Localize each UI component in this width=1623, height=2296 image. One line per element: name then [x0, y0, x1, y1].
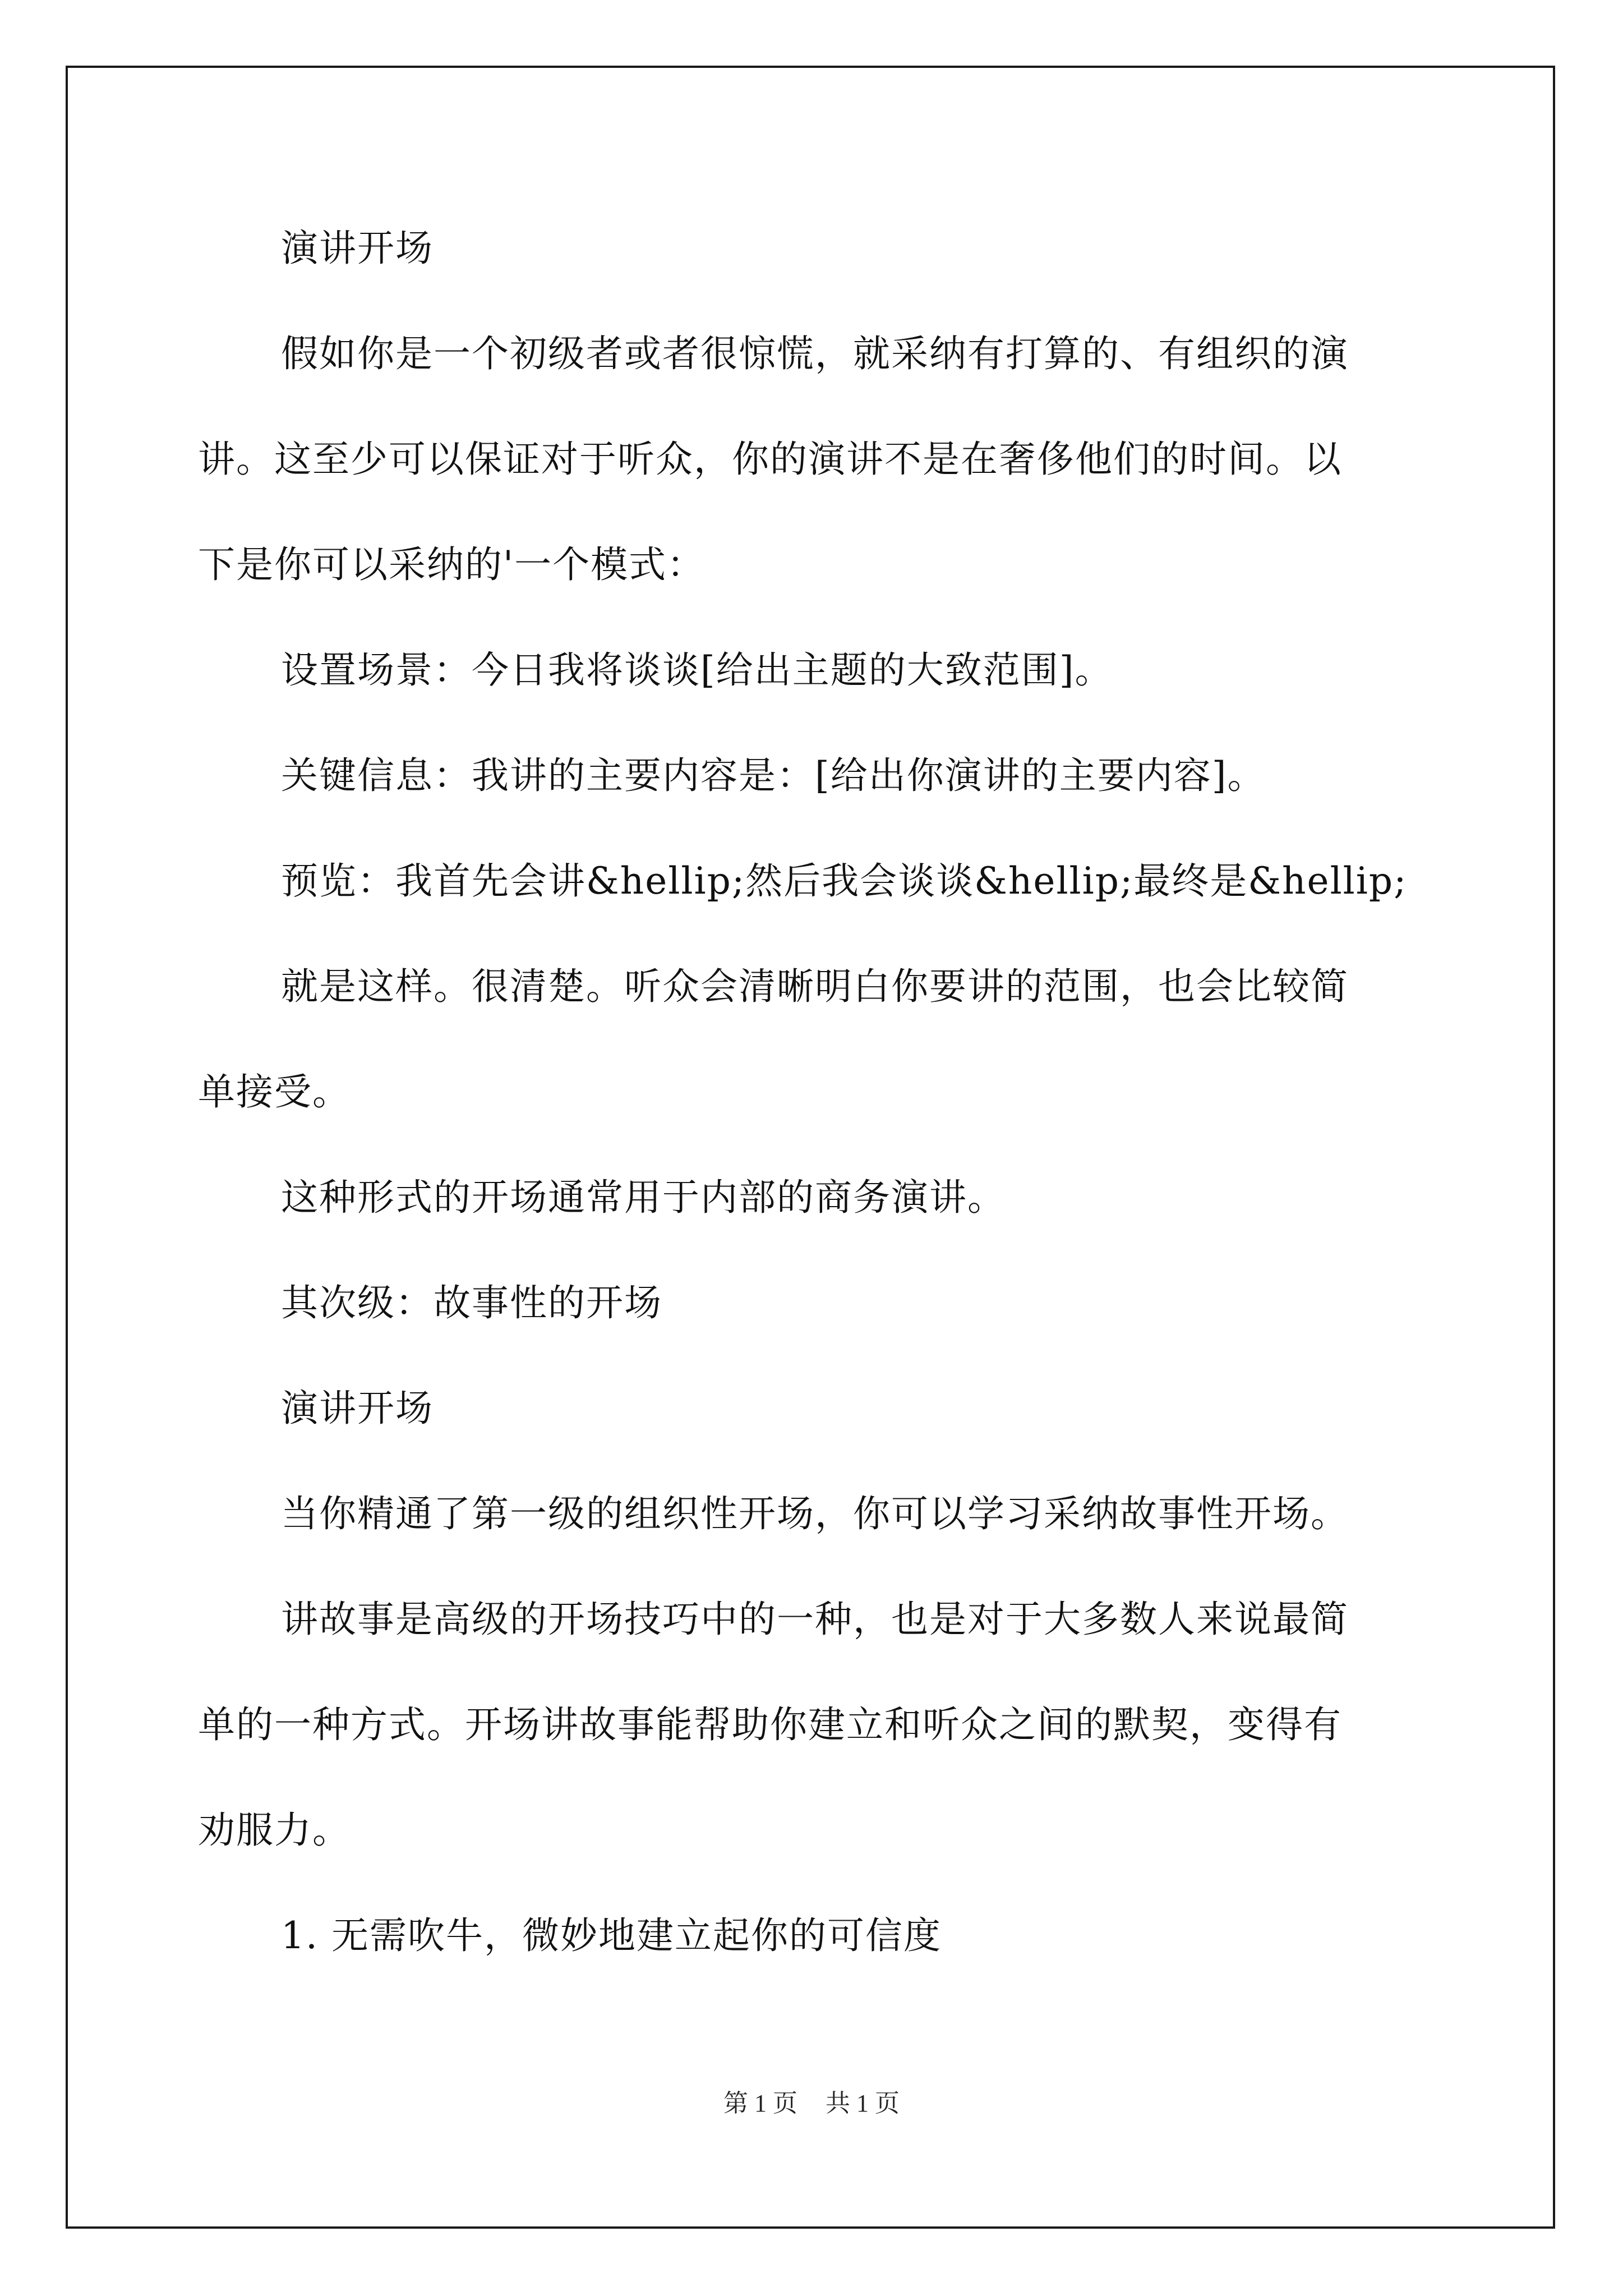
page-number: 第 1 页: [723, 2090, 797, 2117]
paragraph-line: 设置场景：今日我将谈谈[给出主题的大致范围]。: [281, 648, 1113, 692]
section-heading: 其次级：故事性的开场: [281, 1281, 662, 1324]
paragraph-line: 关键信息：我讲的主要内容是：[给出你演讲的主要内容]。: [281, 754, 1266, 797]
paragraph-line: 假如你是一个初级者或者很惊慌，就采纳有打算的、有组织的演: [281, 332, 1349, 375]
paragraph-line: 这种形式的开场通常用于内部的商务演讲。: [281, 1176, 1006, 1219]
page-border: [66, 66, 1555, 2229]
paragraph-line: 劝服力。: [198, 1809, 351, 1852]
paragraph-line: 下是你可以采纳的'一个模式：: [198, 543, 706, 586]
section-heading: 演讲开场: [281, 1387, 434, 1430]
page-total: 共 1 页: [826, 2090, 900, 2117]
paragraph-line: 讲故事是高级的开场技巧中的一种，也是对于大多数人来说最简: [281, 1598, 1349, 1641]
list-item: 1. 无需吹牛，微妙地建立起你的可信度: [281, 1914, 942, 1957]
paragraph-line: 当你精通了第一级的组织性开场，你可以学习采纳故事性开场。: [281, 1492, 1349, 1535]
paragraph-line: 就是这样。很清楚。听众会清晰明白你要讲的范围，也会比较简: [281, 965, 1349, 1008]
section-heading: 演讲开场: [281, 227, 434, 270]
paragraph-line: 单的一种方式。开场讲故事能帮助你建立和听众之间的默契，变得有: [198, 1703, 1342, 1746]
paragraph-line: 预览：我首先会讲&hellip;然后我会谈谈&hellip;最终是&hellip;: [281, 859, 1408, 903]
paragraph-line: 单接受。: [198, 1070, 351, 1114]
page-footer: [0, 2091, 1623, 2116]
paragraph-line: 讲。这至少可以保证对于听众，你的演讲不是在奢侈他们的时间。以: [198, 438, 1342, 481]
